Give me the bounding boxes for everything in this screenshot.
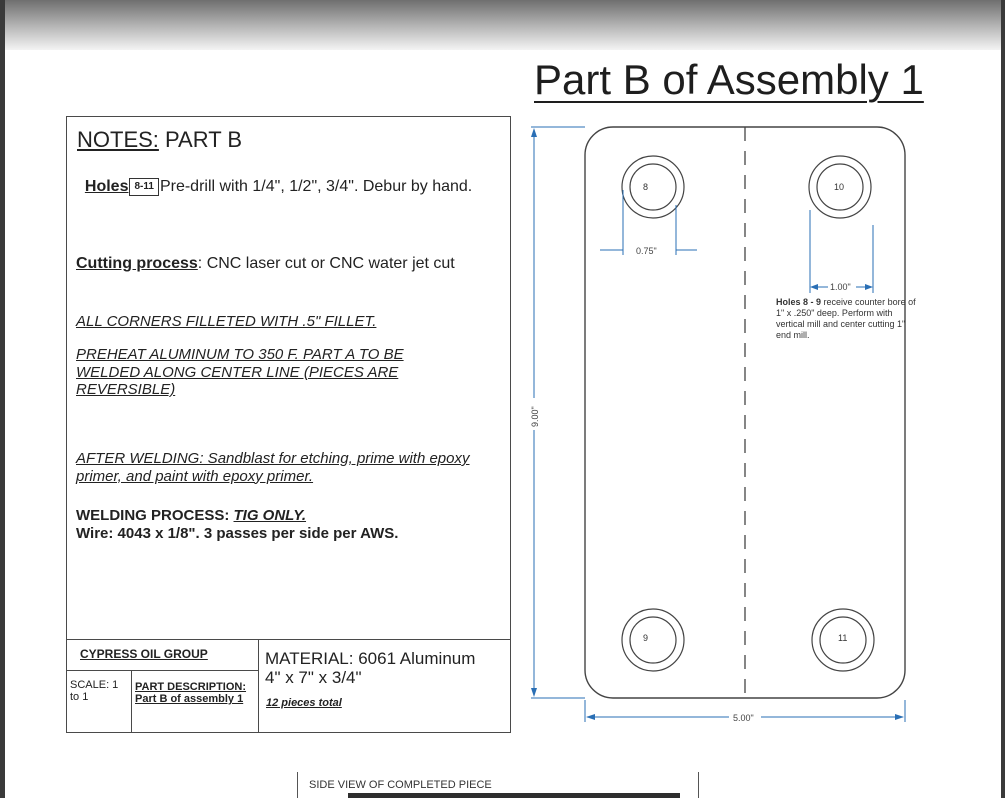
scale-label: SCALE: 1 to 1 [70, 679, 119, 703]
counterbore-note-text: receive counter bore of 1" x .250" deep. Perform with vertical mill and center cutting 1" end mill. [776, 297, 916, 340]
part-description [135, 681, 246, 705]
holes-note [76, 177, 496, 196]
holes-label: Holes [84, 178, 129, 195]
side-view-frame-right [698, 772, 699, 798]
company-name: CYPRESS OIL GROUP [80, 647, 208, 661]
material-label: MATERIAL: 6061 Aluminum [265, 649, 476, 668]
part-description-value: Part B of assembly 1 [135, 693, 244, 705]
hole-diameter-text: 0.75" [636, 246, 657, 256]
after-welding-note [76, 450, 486, 485]
side-view-bar [348, 793, 680, 798]
hole-label-11: 11 [838, 633, 848, 643]
cutting-note [76, 254, 496, 273]
side-view-frame-left [297, 772, 298, 798]
hole-label-10: 10 [834, 182, 845, 192]
notes-heading-suffix: PART B [158, 127, 243, 152]
page-title: Part B of Assembly 1 [534, 56, 924, 103]
hole-9 [622, 609, 684, 671]
title-block-scale-divider [131, 670, 132, 733]
cutting-text: : CNC laser cut or CNC water jet cut [197, 255, 455, 272]
notes-heading-prefix: NOTES: [77, 127, 159, 152]
hole-label-8: 8 [643, 182, 649, 192]
window-top-shadow [0, 0, 1005, 50]
holes-tag: 8-11 [129, 178, 158, 196]
part-drawing [520, 118, 925, 730]
notes-box [66, 116, 511, 733]
width-text: 5.00" [733, 713, 754, 723]
welding-label: WELDING PROCESS: [76, 507, 234, 524]
hole-label-9: 9 [643, 633, 649, 643]
side-view-label: SIDE VIEW OF COMPLETED PIECE [309, 779, 492, 791]
title-block-divider [67, 639, 510, 640]
counterbore-note [776, 297, 918, 341]
title-block-sub-divider [67, 670, 258, 671]
after-welding-text: Sandblast for etching, prime with epoxy primer, and paint with epoxy primer. [76, 450, 470, 485]
cutting-label: Cutting process [76, 255, 198, 272]
counterbore-note-holes: Holes 8 - 9 [776, 297, 822, 307]
pieces-total: 12 pieces total [266, 697, 342, 709]
part-description-label: PART DESCRIPTION: [135, 681, 247, 693]
corners-note: ALL CORNERS FILLETED WITH .5" FILLET. [76, 313, 377, 330]
material-spec [265, 649, 475, 687]
notes-heading [77, 127, 242, 153]
window-right-edge [1001, 0, 1005, 798]
holes-text: Pre-drill with 1/4", 1/2", 3/4". Debur by hand. [159, 178, 473, 195]
after-welding-label: AFTER WELDING: [76, 450, 204, 467]
hole-spacing-text: 1.00" [830, 282, 851, 292]
preheat-note: PREHEAT ALUMINUM TO 350 F. PART A TO BE WELDED ALONG CENTER LINE (PIECES ARE REVERSIBLE) [76, 346, 404, 398]
window-left-edge [0, 0, 5, 798]
stock-size: 4" x 7" x 3/4" [265, 668, 362, 687]
height-text: 9.00" [530, 406, 540, 427]
hole-spacing-dimension [810, 210, 873, 293]
wire-spec: Wire: 4043 x 1/8". 3 passes per side per AWS. [76, 525, 399, 542]
welding-value: TIG ONLY. [233, 507, 307, 524]
title-block-vertical-divider [258, 639, 259, 733]
welding-process-note [76, 507, 496, 543]
hole-8 [622, 156, 684, 218]
